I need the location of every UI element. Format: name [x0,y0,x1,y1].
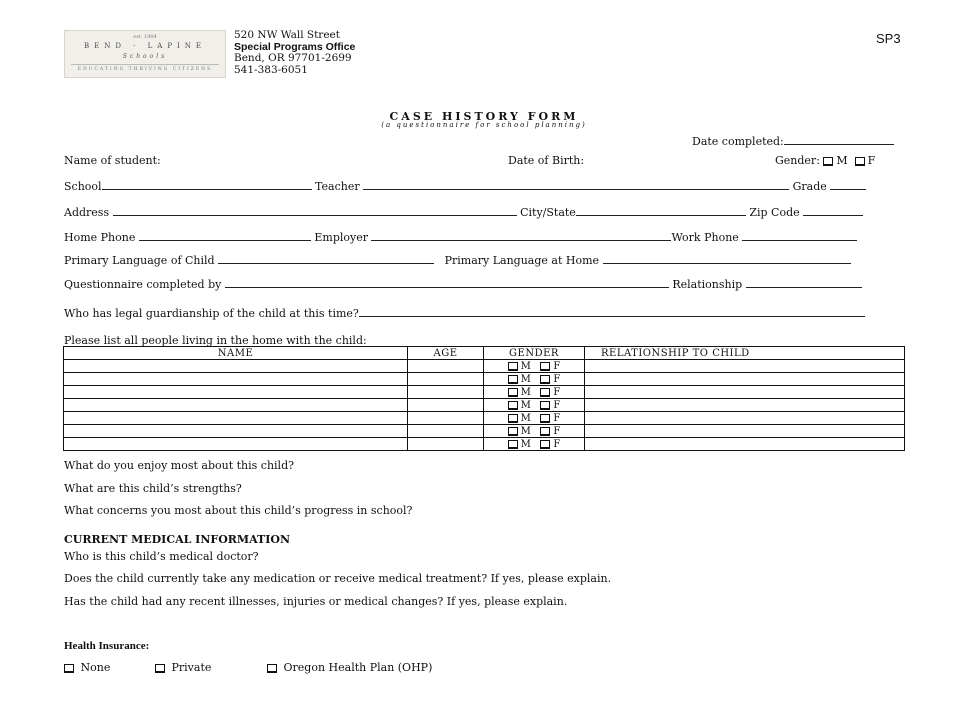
household-header-row [64,347,905,360]
insurance-none-label: None [80,661,111,674]
home-phone-label: Home Phone [64,231,136,244]
household-age-cell[interactable] [408,412,484,425]
zip-code-label: Zip Code [749,206,800,219]
household-gender-m-label: M [520,399,531,411]
date-completed-label: Date completed: [692,135,784,148]
form-title: CASE HISTORY FORM [389,110,579,123]
household-gender-m-checkbox[interactable] [508,401,518,410]
school-input-line[interactable] [102,179,312,190]
insurance-option-ohp[interactable] [267,661,432,674]
teacher-label: Teacher [315,180,360,193]
completed-by-row [64,277,862,291]
household-gender-f-checkbox[interactable] [540,427,550,436]
city-state-label: City/State [520,206,576,219]
medical-heading: CURRENT MEDICAL INFORMATION [64,533,290,546]
insurance-ohp-label: Oregon Health Plan (OHP) [283,661,433,674]
column-header-gender: GENDER [484,347,585,360]
household-gender-f-checkbox[interactable] [540,440,550,449]
household-table [63,346,905,451]
city-state-input-line[interactable] [576,205,746,216]
household-row [64,373,905,386]
primary-language-home-label: Primary Language at Home [444,254,600,267]
insurance-option-none[interactable] [64,661,110,674]
household-age-cell[interactable] [408,399,484,412]
employer-input-line[interactable] [371,230,671,241]
household-name-cell[interactable] [64,360,408,373]
address-street: 520 NW Wall Street [234,29,340,41]
logo-name: BEND · LAPINE [83,42,207,50]
guardianship-label: Who has legal guardianship of the child at this time? [64,307,359,320]
address-label: Address [64,206,110,219]
teacher-input-line[interactable] [363,179,789,190]
office-phone: 541-383-6051 [234,63,308,76]
date-of-birth-field[interactable] [508,154,584,167]
insurance-private-label: Private [171,661,212,674]
address-input-line[interactable] [113,205,517,216]
question-strengths: What are this child’s strengths? [64,482,242,495]
household-gender-cell [484,373,585,386]
gender-f-label: F [867,154,876,167]
primary-language-child-line[interactable] [218,253,434,264]
work-phone-input-line[interactable] [742,230,857,241]
relationship-label: Relationship [672,278,743,291]
household-relationship-cell[interactable] [585,412,905,425]
household-gender-m-checkbox[interactable] [508,362,518,371]
household-age-cell[interactable] [408,425,484,438]
household-gender-m-label: M [520,412,531,424]
insurance-heading: Health Insurance: [64,640,150,652]
logo-tagline: EDUCATING THRIVING CITIZENS [71,64,219,72]
grade-input-line[interactable] [830,179,866,190]
household-relationship-cell[interactable] [585,386,905,399]
question-enjoy: What do you enjoy most about this child? [64,459,295,472]
household-row [64,412,905,425]
zip-code-input-line[interactable] [803,205,863,216]
employer-label: Employer [314,231,368,244]
household-name-cell[interactable] [64,438,408,451]
household-gender-m-checkbox[interactable] [508,375,518,384]
household-age-cell[interactable] [408,386,484,399]
household-name-cell[interactable] [64,373,408,386]
household-gender-m-label: M [520,373,531,385]
guardianship-input-line[interactable] [359,306,865,317]
column-header-name: NAME [64,347,408,360]
household-gender-m-label: M [520,360,531,372]
household-gender-m-label: M [520,386,531,398]
primary-language-child-label: Primary Language of Child [64,254,215,267]
insurance-option-private[interactable] [155,661,211,674]
district-logo [64,30,226,78]
household-age-cell[interactable] [408,438,484,451]
household-name-cell[interactable] [64,386,408,399]
gender-f-checkbox[interactable] [855,157,865,166]
gender-label: Gender: [775,154,820,167]
household-gender-f-checkbox[interactable] [540,388,550,397]
insurance-ohp-checkbox[interactable] [267,664,277,673]
question-doctor: Who is this child’s medical doctor? [64,550,259,563]
household-gender-m-checkbox[interactable] [508,388,518,397]
question-concerns: What concerns you most about this child’s progress in school? [64,504,413,517]
household-gender-f-label: F [553,438,561,450]
date-completed-field[interactable] [692,134,894,148]
date-of-birth-label: Date of Birth: [508,154,585,167]
household-gender-f-label: F [553,425,561,437]
household-gender-f-checkbox[interactable] [540,362,550,371]
school-row [64,179,866,193]
column-header-age: AGE [408,347,484,360]
household-prompt: Please list all people living in the home with the child: [64,334,367,347]
household-relationship-cell[interactable] [585,373,905,386]
logo-subtitle: Schools [122,53,168,60]
household-row [64,438,905,451]
household-gender-cell [484,412,585,425]
household-name-cell[interactable] [64,425,408,438]
gender-field[interactable] [775,154,875,167]
household-relationship-cell[interactable] [585,438,905,451]
household-gender-f-label: F [553,386,561,398]
primary-language-home-line[interactable] [603,253,851,264]
phone-row [64,230,857,244]
household-gender-m-checkbox[interactable] [508,440,518,449]
letterhead-address [234,30,355,76]
household-age-cell[interactable] [408,373,484,386]
household-gender-f-checkbox[interactable] [540,401,550,410]
household-gender-f-label: F [553,399,561,411]
address-city: Bend, OR 97701-2699 [234,52,352,64]
form-code: SP3 [876,31,901,46]
grade-label: Grade [792,180,827,193]
household-gender-f-label: F [553,412,561,424]
household-relationship-cell[interactable] [585,399,905,412]
household-gender-cell [484,399,585,412]
guardianship-row [64,306,865,320]
completed-by-label: Questionnaire completed by [64,278,222,291]
household-gender-f-checkbox[interactable] [540,375,550,384]
name-of-student-label: Name of student: [64,154,161,167]
relationship-input-line[interactable] [746,277,862,288]
insurance-none-checkbox[interactable] [64,664,74,673]
household-row [64,360,905,373]
household-name-cell[interactable] [64,412,408,425]
household-age-cell[interactable] [408,360,484,373]
household-row [64,399,905,412]
household-gender-cell [484,425,585,438]
household-relationship-cell[interactable] [585,425,905,438]
question-medication: Does the child currently take any medication or receive medical treatment? If yes, please explain. [64,572,612,585]
name-of-student-field[interactable] [64,154,161,167]
household-gender-f-label: F [553,360,561,372]
household-gender-m-label: M [520,425,531,437]
household-row [64,425,905,438]
home-phone-input-line[interactable] [139,230,311,241]
address-row [64,205,863,219]
column-header-relationship: RELATIONSHIP TO CHILD [585,347,905,360]
completed-by-input-line[interactable] [225,277,669,288]
school-label: School [64,180,102,193]
gender-m-label: M [836,154,848,167]
work-phone-label: Work Phone [671,231,739,244]
household-gender-cell [484,386,585,399]
household-gender-m-checkbox[interactable] [508,414,518,423]
logo-established: est. 1904 [133,34,157,40]
date-completed-line[interactable] [784,134,894,145]
household-gender-cell [484,360,585,373]
household-gender-m-checkbox[interactable] [508,427,518,436]
household-gender-m-label: M [520,438,531,450]
office-name: Special Programs Office [234,40,356,53]
household-relationship-cell[interactable] [585,360,905,373]
gender-m-checkbox[interactable] [823,157,833,166]
question-illnesses: Has the child had any recent illnesses, injuries or medical changes? If yes, please explain. [64,595,568,608]
insurance-private-checkbox[interactable] [155,664,165,673]
household-gender-f-label: F [553,373,561,385]
form-subtitle: (a questionnaire for school planning) [381,121,587,129]
household-row [64,386,905,399]
household-gender-cell [484,438,585,451]
household-gender-f-checkbox[interactable] [540,414,550,423]
household-name-cell[interactable] [64,399,408,412]
language-row [64,253,851,267]
